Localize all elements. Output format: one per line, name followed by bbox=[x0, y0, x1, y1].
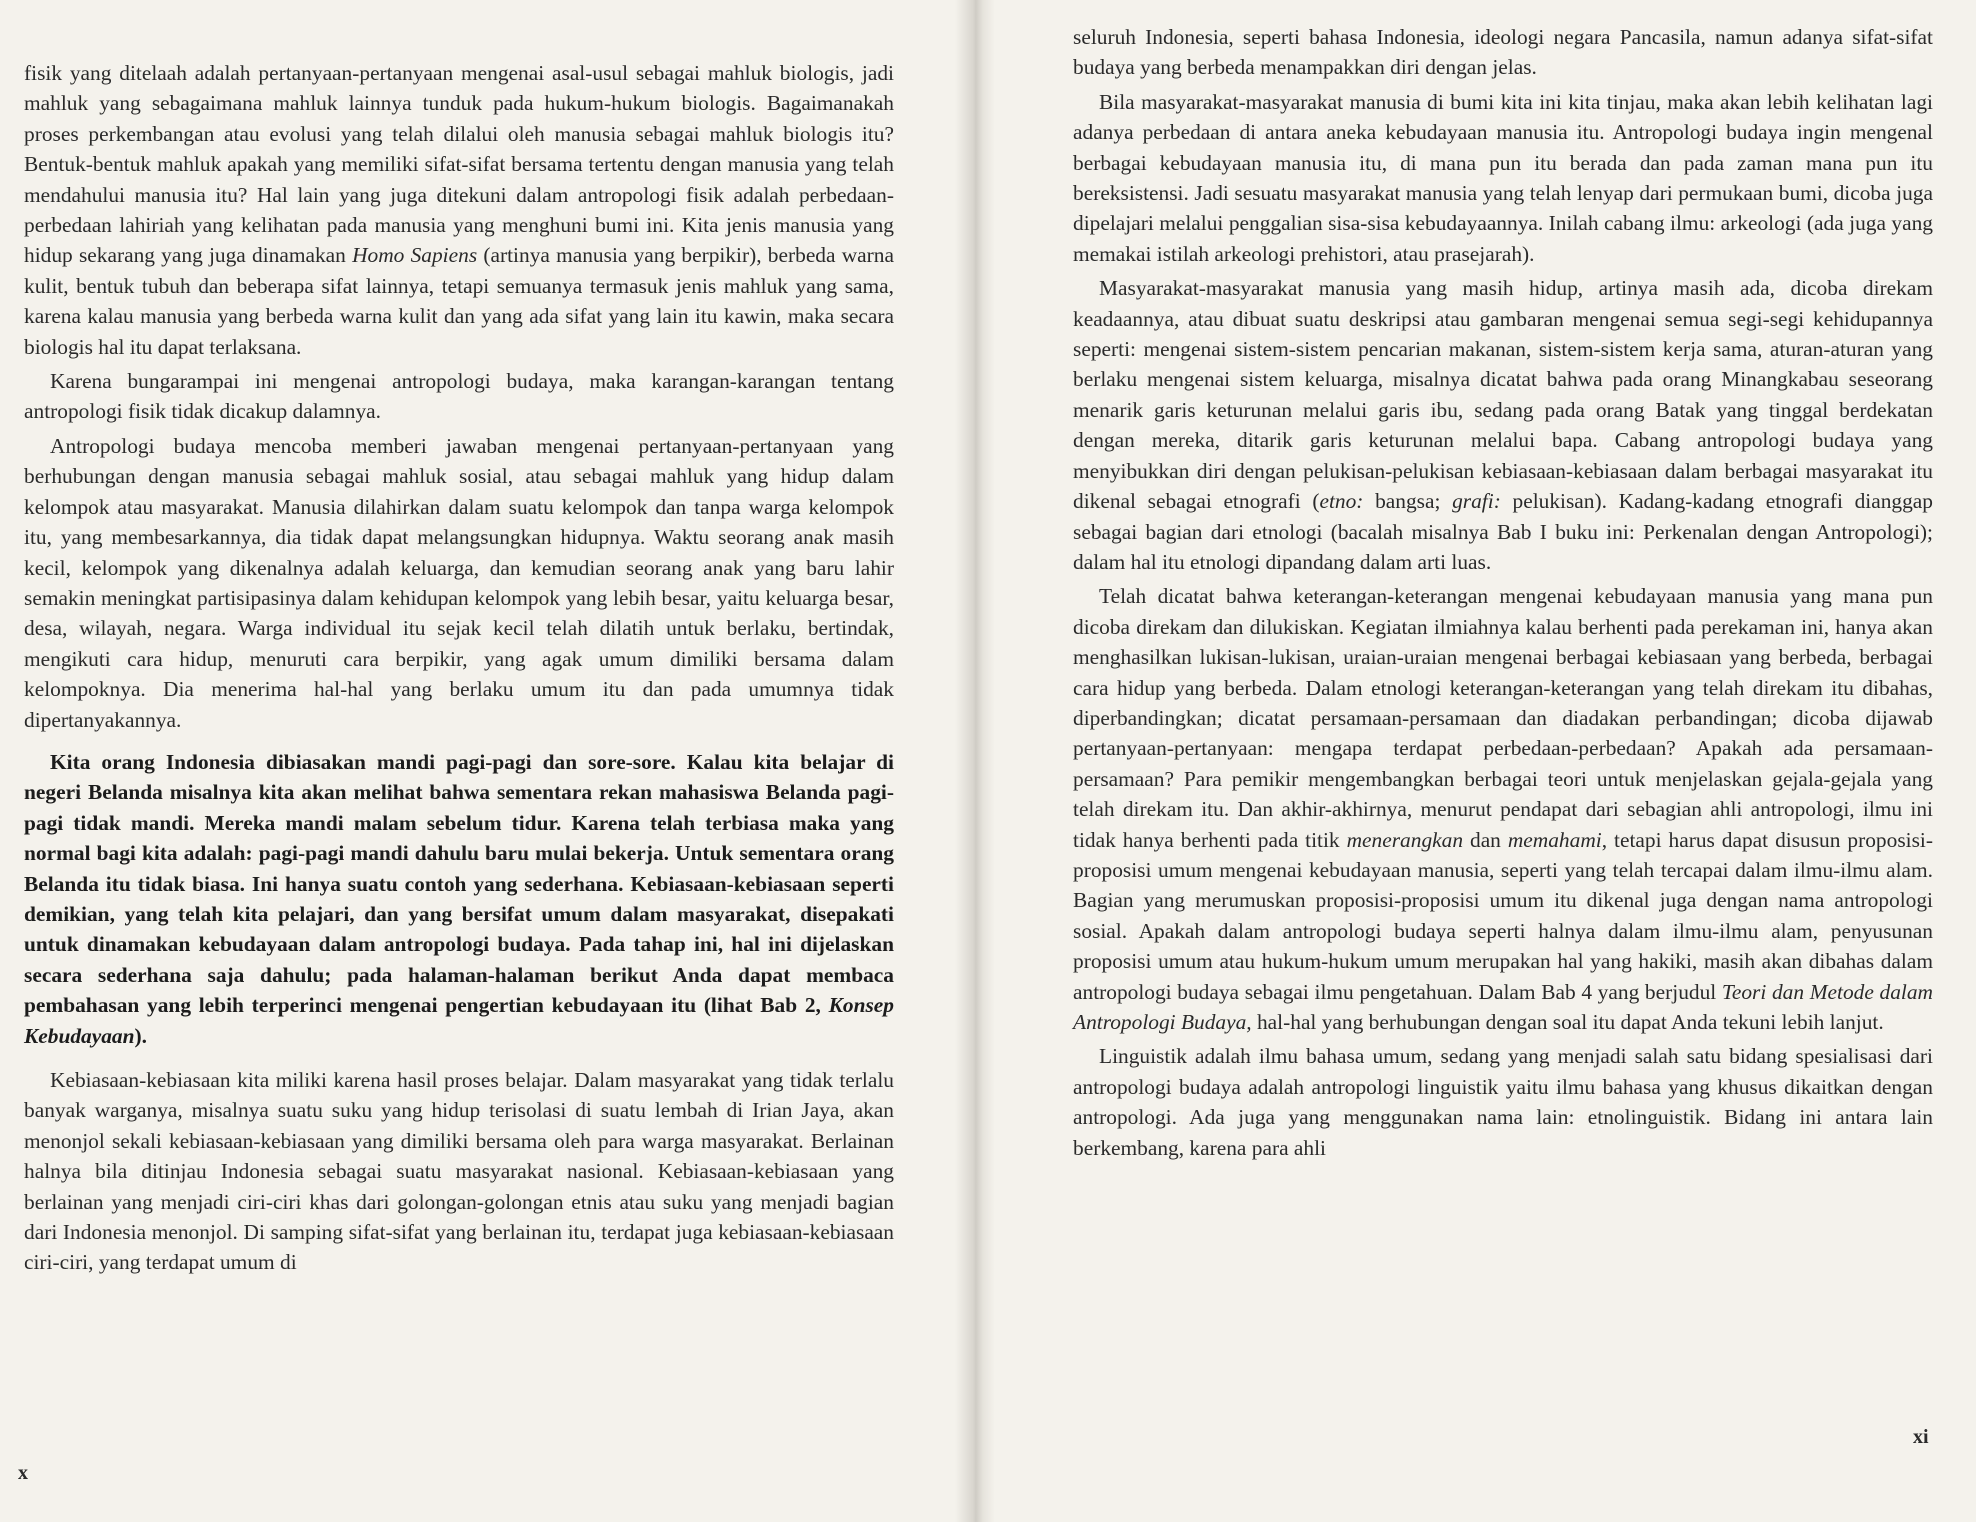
paragraph: fisik yang ditelaah adalah pertanyaan-pertanyaan mengenai asal-usul sebagai mahluk biologis, jadi mahluk yang sebagaimana mahluk lainnya tunduk pada hukum-hukum biologis. Bagaimanakah proses perkembangan atau evolusi yang telah dilalui oleh manusia sebagai mahluk biologis itu? Bentuk-bentuk mahluk apakah yang memiliki sifat-sifat bersama tertentu dengan manusia yang telah mendahului manusia itu? Hal lain yang juga ditekuni dalam antropologi fisik adalah perbedaan-perbedaan lahiriah yang kelihatan pada manusia yang menghuni bumi ini. Kita jenis manusia yang hidup sekarang yang juga dinamakan Homo Sapiens (artinya manusia yang berpikir), berbeda warna kulit, bentuk tubuh dan beberapa sifat lainnya, tetapi semuanya termasuk jenis mahluk yang sama, karena kalau manusia yang berbeda warna kulit dan yang ada sifat yang lain itu kawin, maka secara biologis hal itu dapat terlaksana. bbox=[24, 61, 894, 359]
italic-term: Teori dan Metode dalam Antropologi Budaya, bbox=[1073, 979, 1933, 1034]
paragraph: Telah dicatat bahwa keterangan-keterangan mengenai kebudayaan manusia yang mana pun dicoba direkam dan dilukiskan. Kegiatan ilmiahnya kalau berhenti pada perekaman ini, hanya akan menghasilkan lukisan-lukisan, uraian-uraian mengenai berbagai kebiasaan yang berbeda, berbagai cara hidup yang berbeda. Dalam etnologi keterangan-keterangan yang telah direkam itu dibahas, diperbandingkan; dicatat persamaan-persamaan dan diadakan perbandingan; dicoba dijawab pertanyaan-pertanyaan: mengapa terdapat perbedaan-perbedaan? Apakah ada persamaan-persamaan? Para pemikir mengembangkan berbagai teori untuk menjelaskan gejala-gejala yang telah direkam itu. Dan akhir-akhirnya, menurut pendapat dari sebagian ahli antropologi, ilmu ini tidak hanya berhenti pada titik menerangkan dan memahami, tetapi harus dapat disusun proposisi-proposisi umum mengenai kebudayaan manusia, seperti yang telah tercapai dalam ilmu-ilmu alam. Bagian yang merumuskan proposisi-proposisi umum itu dikenal juga dengan nama antropologi sosial. Apakah dalam antropologi budaya seperti halnya dalam ilmu-ilmu alam, penyusunan proposisi umum atau hukum-hukum umum merupakan hal yang hakiki, masih akan dibahas dalam antropologi budaya sebagai ilmu pengetahuan. Dalam Bab 4 yang berjudul Teori dan Metode dalam Antropologi Budaya, hal-hal yang berhubungan dengan soal itu dapat Anda tekuni lebih lanjut. bbox=[1073, 584, 1933, 1034]
right-page-body bbox=[1073, 22, 1933, 1167]
italic-term: Konsep Kebudayaan bbox=[24, 993, 894, 1048]
italic-term: menerangkan bbox=[1346, 827, 1464, 852]
paragraph: Linguistik adalah ilmu bahasa umum, sedang yang menjadi salah satu bidang spesialisasi dari antropologi budaya adalah antropologi linguistik yaitu ilmu bahasa yang khusus dikaitkan dengan antropologi. Ada juga yang menggunakan nama lain: etnolinguistik. Bidang ini antara lain berkembang, karena para ahli bbox=[1073, 1044, 1933, 1160]
italic-term: memahami bbox=[1507, 827, 1602, 852]
paragraph: Kebiasaan-kebiasaan kita miliki karena hasil proses belajar. Dalam masyarakat yang tidak terlalu banyak warganya, misalnya suatu suku yang hidup terisolasi di suatu lembah di Irian Jaya, akan menonjol sekali kebiasaan-kebiasaan yang dimiliki bersama oleh para warga masyarakat. Berlainan halnya bila ditinjau Indonesia sebagai suatu masyarakat nasional. Kebiasaan-kebiasaan yang berlainan yang menjadi ciri-ciri khas dari golongan-golongan etnis atau suku yang menjadi bagian dari Indonesia menonjol. Di samping sifat-sifat yang berlainan itu, terdapat juga kebiasaan-kebiasaan ciri-ciri, yang terdapat umum di bbox=[24, 1068, 894, 1275]
left-page bbox=[0, 0, 960, 1522]
book-gutter bbox=[955, 0, 995, 1522]
page-number: x bbox=[18, 1462, 28, 1484]
italic-term: etno: bbox=[1319, 489, 1364, 514]
paragraph: Karena bungarampai ini mengenai antropologi budaya, maka karangan-karangan tentang antropologi fisik tidak dicakup dalamnya. bbox=[24, 369, 894, 424]
italic-term: grafi: bbox=[1452, 489, 1501, 514]
italic-term: Homo Sapiens bbox=[352, 243, 478, 268]
page-number: xi bbox=[1913, 1426, 1929, 1448]
left-page-body bbox=[24, 58, 894, 1282]
right-page bbox=[995, 0, 1976, 1522]
paragraph: Antropologi budaya mencoba memberi jawaban mengenai pertanyaan-pertanyaan yang berhubungan dengan manusia sebagai mahluk sosial, atau sebagai mahluk yang hidup dalam kelompok atau masyarakat. Manusia dilahirkan dalam suatu kelompok dan tanpa warga kelompok itu, yang membesarkannya, dia tidak dapat melangsungkan hidupnya. Waktu seorang anak masih kecil, kelompok yang dikenalnya adalah keluarga, dan kemudian seorang anak yang baru lahir semakin meningkat partisipasinya dalam kehidupan kelompok yang lebih besar, yaitu keluarga besar, desa, wilayah, negara. Warga individual itu sejak kecil telah dilatih untuk berlaku, bertindak, mengikuti cara hidup, menuruti cara berpikir, yang agak umum dimiliki bersama dalam kelompoknya. Dia menerima hal-hal yang berlaku umum itu dan pada umumnya tidak dipertanyakannya. bbox=[24, 433, 894, 732]
paragraph: Masyarakat-masyarakat manusia yang masih hidup, artinya masih ada, dicoba direkam keadaannya, atau dibuat suatu deskripsi atau gambaran mengenai semua segi-segi kehidupannya seperti: mengenai sistem-sistem pencarian makanan, sistem-sistem kerja sama, aturan-aturan yang berlaku mengenai sistem keluarga, misalnya dicatat bahwa pada orang Minangkabau seseorang menarik garis keturunan melalui garis ibu, sedang pada orang Batak yang tinggal berdekatan dengan mereka, ditarik garis keturunan melalui bapa. Cabang antropologi budaya yang menyibukkan diri dengan pelukisan-pelukisan kebiasaan-kebiasaan dalam berbagai masyarakat itu dikenal sebagai etnografi (etno: bangsa; grafi: pelukisan). Kadang-kadang etnografi dianggap sebagai bagian dari etnologi (bacalah misalnya Bab I buku ini: Perkenalan dengan Antropologi); dalam hal itu etnologi dipandang dalam arti luas. bbox=[1073, 276, 1933, 574]
paragraph: Bila masyarakat-masyarakat manusia di bumi kita ini kita tinjau, maka akan lebih kelihatan lagi adanya perbedaan di antara aneka kebudayaan manusia itu. Antropologi budaya ingin mengenal berbagai kebudayaan manusia itu, di mana pun itu berada dan pada zaman mana pun itu bereksistensi. Jadi sesuatu masyarakat manusia yang telah lenyap dari permukaan bumi, dicoba juga dipelajari melalui penggalian sisa-sisa kebudayaannya. Inilah cabang ilmu: arkeologi (ada juga yang memakai istilah arkeologi prehistori, atau prasejarah). bbox=[1073, 89, 1933, 266]
paragraph: seluruh Indonesia, seperti bahasa Indonesia, ideologi negara Pancasila, namun adanya sifat-sifat budaya yang berbeda menampakkan diri dengan jelas. bbox=[1073, 25, 1933, 80]
bold-paragraph: Kita orang Indonesia dibiasakan mandi pagi-pagi dan sore-sore. Kalau kita belajar di negeri Belanda misalnya kita akan melihat bahwa sementara rekan mahasiswa Belanda pagi-pagi tidak mandi. Mereka mandi malam sebelum tidur. Karena telah terbiasa maka yang normal bagi kita adalah: pagi-pagi mandi dahulu baru mulai bekerja. Untuk sementara orang Belanda itu tidak biasa. Ini hanya suatu contoh yang sederhana. Kebiasaan-kebiasaan seperti demikian, yang telah kita pelajari, dan yang bersifat umum dalam masyarakat, disepakati untuk dinamakan kebudayaan dalam antropologi budaya. Pada tahap ini, hal ini dijelaskan secara sederhana saja dahulu; pada halaman-halaman berikut Anda dapat membaca pembahasan yang lebih terperinci mengenai pengertian kebudayaan itu (lihat Bab 2, Konsep Kebudayaan). bbox=[24, 749, 894, 1048]
